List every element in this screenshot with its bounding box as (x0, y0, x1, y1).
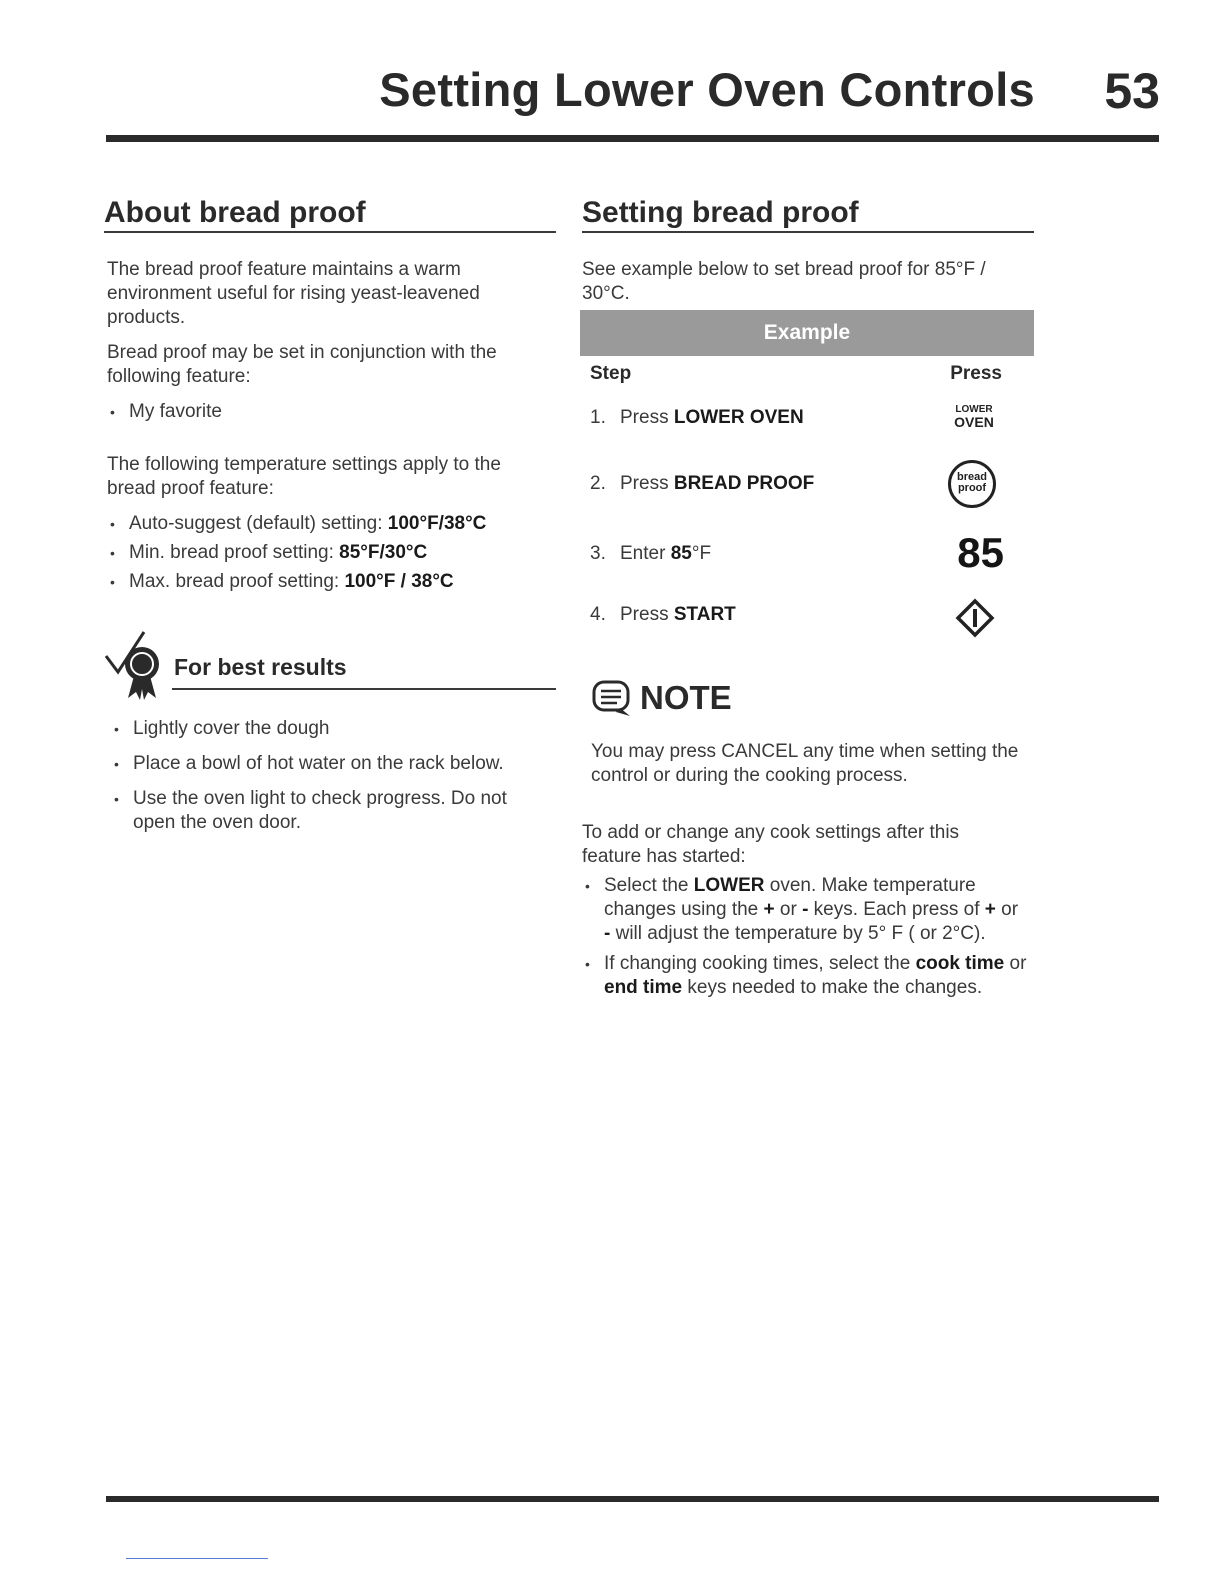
header-divider (106, 135, 1159, 142)
about-bread-proof-heading: About bread proof (104, 196, 556, 233)
step-4: 4. Press START (590, 604, 736, 625)
step-3: 3. Enter 85°F (590, 543, 712, 564)
note-text: You may press CANCEL any time when setting the control or during the cooking process. (591, 741, 1019, 786)
setting-intro: See example below to set bread proof for 85°F / 30°C. (582, 259, 986, 304)
best-results-title: For best results (174, 654, 347, 680)
list-item: • My favorite (105, 400, 525, 424)
list-item: • Max. bread proof setting: 100°F / 38°C (105, 570, 545, 594)
list-item: • Auto-suggest (default) setting: 100°F/38°C (105, 512, 545, 536)
about-paragraph-3: The following temperature settings apply to the bread proof feature: (107, 454, 501, 499)
list-item: • Use the oven light to check progress. Do not open the oven door. (109, 787, 539, 835)
list-item: • Place a bowl of hot water on the rack below. (109, 752, 539, 776)
step-2: 2. Press BREAD PROOF (590, 473, 815, 494)
feature-list (105, 400, 525, 424)
note-speech-icon (590, 678, 634, 720)
lower-oven-key: LOWER OVEN (954, 404, 994, 430)
footer-link-line (126, 1558, 268, 1559)
setting-bread-proof-heading: Setting bread proof (582, 196, 1034, 233)
setting-value: 100°F/38°C (387, 513, 487, 534)
best-results-divider (172, 688, 556, 690)
example-banner: Example (580, 310, 1034, 356)
digit-keys-display: 85 (957, 529, 1004, 576)
best-results-heading (104, 628, 556, 700)
note-title: NOTE (640, 679, 732, 716)
about-paragraph-2: Bread proof may be set in conjunction with the following feature: (107, 342, 497, 387)
step-1: 1. Press LOWER OVEN (590, 407, 804, 428)
setting-value: 100°F / 38°C (344, 571, 454, 592)
note-heading (590, 678, 1030, 720)
about-paragraph-1: The bread proof feature maintains a warm environment useful for rising yeast-leavened products. (107, 259, 480, 328)
list-item: • Min. bread proof setting: 85°F/30°C (105, 541, 545, 565)
start-diamond-icon (955, 598, 995, 638)
temperature-settings-list (105, 512, 545, 594)
award-ribbon-check-icon (104, 628, 172, 700)
change-intro: To add or change any cook settings after this feature has started: (582, 822, 960, 867)
best-results-list (109, 717, 539, 835)
list-item: • If changing cooking times, select the cook time or end time keys needed to make the changes. (580, 952, 1028, 1000)
list-item: • Lightly cover the dough (109, 717, 539, 741)
change-list (580, 874, 1028, 1000)
list-item: • Select the LOWER oven. Make temperature changes using the + or - keys. Each press of + or - will adjust the temperature by 5° F ( or 2°C). (580, 874, 1028, 946)
press-column-header: Press (950, 363, 1002, 384)
page-number: 53 (1104, 63, 1160, 119)
setting-value: 85°F/30°C (339, 542, 428, 563)
step-column-header: Step (590, 363, 632, 384)
footer-divider (106, 1496, 1159, 1502)
bread-proof-key: bread proof (948, 460, 996, 508)
page-title: Setting Lower Oven Controls (379, 63, 1035, 116)
